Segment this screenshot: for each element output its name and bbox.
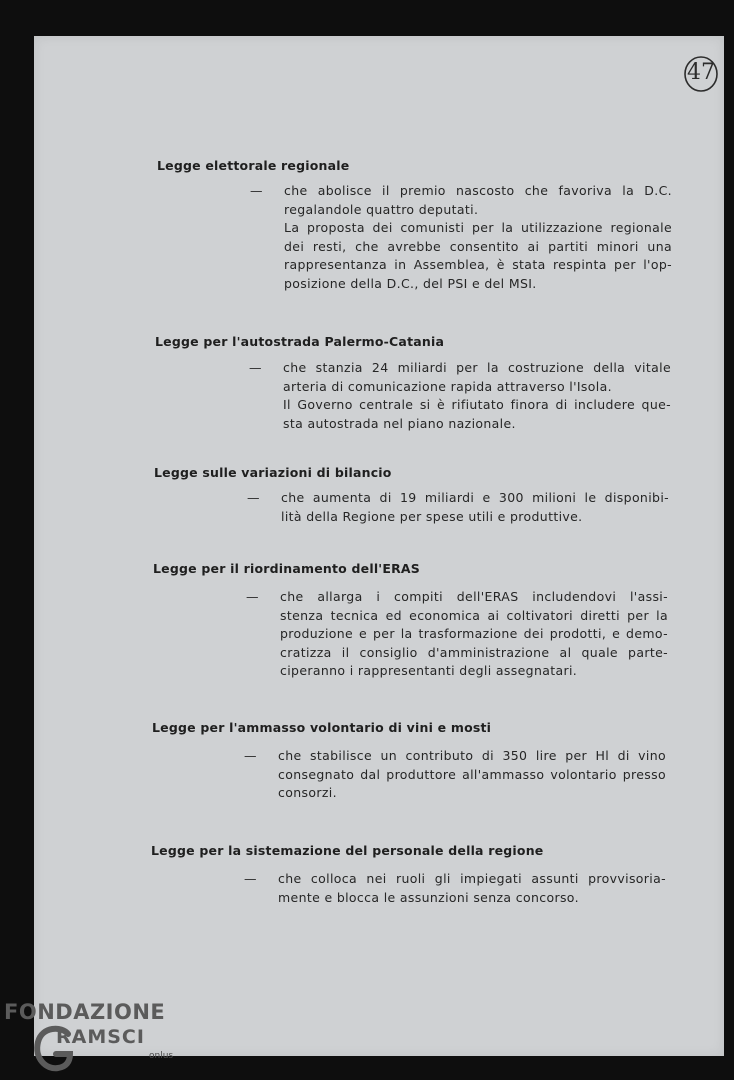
body-line: posizione della D.C., del PSI e del MSI.	[284, 275, 537, 291]
body-line: dei resti, che avrebbe consentito ai partiti minori una	[284, 238, 672, 254]
dash: —	[244, 871, 257, 886]
section-body	[249, 359, 671, 433]
body-line: consorzi.	[278, 785, 337, 801]
body-line: produzione e per la trasformazione dei prodotti, e demo-	[280, 626, 668, 642]
body-line: rappresentanza in Assemblea, è stata respinta per l'op-	[284, 257, 672, 273]
section-body	[244, 870, 666, 907]
body-line: sta autostrada nel piano nazionale.	[283, 415, 516, 431]
page-number-text: 47	[687, 60, 715, 85]
body-line: consegnato dal produttore all'ammasso volontario presso	[278, 766, 666, 782]
page-number	[684, 54, 718, 92]
dash: —	[249, 360, 262, 375]
document-page	[34, 36, 724, 1056]
section-heading: Legge per l'autostrada Palermo-Catania	[155, 334, 445, 349]
watermark-line2: RAMSCI	[56, 1026, 145, 1048]
body-line: Il Governo centrale si è rifiutato finora di includere que-	[283, 397, 671, 413]
watermark-suffix: onlus	[149, 1051, 174, 1061]
section-body	[250, 182, 672, 294]
body-line: mente e blocca le assunzioni senza concorso.	[278, 889, 579, 905]
dash: —	[246, 589, 259, 604]
body-line: che abolisce il premio nascosto che favoriva la D.C.	[284, 183, 672, 198]
body-line: La proposta dei comunisti per la utilizzazione regionale	[284, 220, 672, 236]
section-heading: Legge per la sistemazione del personale della regione	[151, 843, 544, 858]
body-line: che colloca nei ruoli gli impiegati assunti provvisoria-	[278, 871, 666, 886]
body-line: stenza tecnica ed economica ai coltivatori diretti per la	[280, 607, 668, 623]
fondazione-gramsci-watermark	[4, 1000, 184, 1076]
dash: —	[244, 748, 257, 763]
dash: —	[247, 490, 260, 505]
section-heading: Legge sulle variazioni di bilancio	[154, 465, 392, 480]
section-heading: Legge per il riordinamento dell'ERAS	[153, 561, 420, 576]
body-line: che allarga i compiti dell'ERAS includendovi l'assi-	[280, 589, 668, 604]
body-line: che stabilisce un contributo di 350 lire per Hl di vino	[278, 748, 666, 763]
body-line: che aumenta di 19 miliardi e 300 milioni le disponibi-	[281, 490, 669, 505]
dash: —	[250, 183, 263, 198]
watermark-line1: FONDAZIONE	[4, 1000, 166, 1024]
section-body	[246, 588, 668, 681]
body-line: regalandole quattro deputati.	[284, 201, 479, 217]
body-line: cratizza il consiglio d'amministrazione al quale parte-	[280, 644, 668, 660]
body-line: lità della Regione per spese utili e produttive.	[281, 508, 583, 524]
section-body	[247, 489, 669, 526]
section-body	[244, 747, 666, 803]
section-heading: Legge per l'ammasso volontario di vini e mosti	[152, 720, 492, 735]
body-line: ciperanno i rappresentanti degli assegnatari.	[280, 663, 578, 679]
section-heading: Legge elettorale regionale	[157, 158, 350, 173]
body-line: arteria di comunicazione rapida attraverso l'Isola.	[283, 378, 612, 394]
body-line: che stanzia 24 miliardi per la costruzione della vitale	[283, 360, 671, 375]
